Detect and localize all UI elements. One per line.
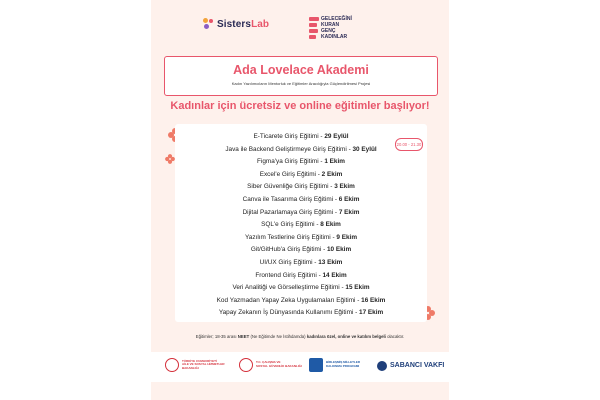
sisterslab-logo: [203, 18, 269, 30]
course-date: 29 Eylül: [324, 133, 349, 140]
course-panel: [175, 124, 427, 322]
course-name: E-Ticarete Giriş Eğitimi: [253, 133, 319, 140]
course-date: 6 Ekim: [338, 195, 360, 203]
time-badge: 20.00 - 21.30: [395, 138, 423, 151]
genc-kadinlar-bars-icon: [309, 17, 319, 39]
genc-kadinlar-logo: [309, 15, 361, 41]
course-date: 17 Ekim: [359, 309, 384, 317]
course-item: Kod Yazmadan Yapay Zeka Uygulamaları Eğitimi - 16 Ekim: [216, 296, 386, 304]
course-item: Excel'e Giriş Eğitimi - 2 Ekim: [259, 170, 343, 178]
course-name: Canva ile Tasarıma Giriş Eğitimi: [242, 195, 334, 203]
sabanci-text: SABANCI VAKFI: [390, 362, 445, 369]
ministry-family-logo: TÜRKİYE CUMHURİYETİ AİLE VE SOSYAL HİZMETLER BAKANLIĞI: [165, 358, 225, 372]
course-name: Veri Analitiği ve Görselleştirme Eğitimi: [232, 284, 340, 292]
course-name: UI/UX Giriş Eğitimi: [259, 258, 313, 266]
gk-line-1: GELECEĞİNİ: [321, 16, 352, 22]
course-name: Git/GitHub'a Giriş Eğitimi: [250, 246, 322, 254]
course-name: Yazılım Testlerine Giriş Eğitimi: [245, 233, 331, 241]
course-item: Figma'ya Giriş Eğitimi - 1 Ekim: [257, 158, 345, 166]
course-date: 3 Ekim: [334, 183, 355, 191]
course-item: Yapay Zekanın İş Dünyasında Kullanımı Eğitimi - 17 Ekim: [218, 309, 384, 317]
course-date: 13 Ekim: [318, 258, 343, 266]
course-list: [175, 133, 427, 322]
sponsor-logos: [151, 352, 449, 382]
undp-emblem-icon: [309, 358, 323, 372]
course-date: 9 Ekim: [336, 233, 357, 241]
course-name: Yapay Zekanın İş Dünyasında Kullanımı Eğitimi: [218, 309, 354, 317]
course-item: Dijital Pazarlamaya Giriş Eğitimi - 7 Ekim: [242, 208, 360, 216]
course-item: Siber Güvenliğe Giriş Eğitimi - 3 Ekim: [247, 183, 355, 191]
course-item: UI/UX Giriş Eğitimi - 13 Ekim: [259, 258, 343, 266]
page-title: Ada Lovelace Akademi: [233, 63, 369, 77]
poster: [151, 0, 449, 400]
course-date: 7 Ekim: [338, 208, 360, 216]
course-date: 10 Ekim: [326, 246, 352, 254]
course-name: Figma'ya Giriş Eğitimi: [257, 158, 319, 166]
course-name: Kod Yazmadan Yapay Zeka Uygulamaları Eğitimi: [216, 296, 356, 304]
course-name: SQL'e Giriş Eğitimi: [261, 221, 315, 229]
brand-name-b: Lab: [251, 18, 270, 30]
course-date: 30 Eylül: [352, 145, 377, 153]
course-date: 14 Ekim: [322, 271, 347, 279]
course-name: Frontend Giriş Eğitimi: [255, 271, 317, 279]
gk-line-3: GENÇ: [321, 28, 336, 34]
course-date: 16 Ekim: [361, 296, 386, 304]
headline: Kadınlar için ücretsiz ve online eğitimler başlıyor!: [170, 100, 430, 112]
course-item: Frontend Giriş Eğitimi - 14 Ekim: [255, 271, 347, 279]
course-item: Git/GitHub'a Giriş Eğitimi - 10 Ekim: [250, 246, 352, 254]
sisterslab-dots-icon: [203, 18, 215, 30]
course-item: Canva ile Tasarıma Giriş Eğitimi - 6 Ekim: [242, 195, 360, 203]
page-subtitle: Kadın Yazılımcıların Mentorluk ve Eğitimler Aracılığıyla Güçlendirilmesi Projesi: [231, 81, 371, 86]
course-name: Siber Güvenliğe Giriş Eğitimi: [247, 183, 329, 191]
sabanci-logo: [377, 361, 444, 371]
undp-logo: BİRLEŞMİŞ MİLLETLER KALKINMA PROGRAMI: [309, 358, 360, 372]
course-date: 15 Ekim: [345, 284, 370, 292]
brand-name-a: Sisters: [217, 18, 252, 30]
ministry-labour-emblem-icon: [239, 358, 253, 372]
course-date: 1 Ekim: [324, 158, 345, 166]
title-card: [164, 56, 438, 96]
course-name: Java ile Backend Geliştirmeye Giriş Eğitimi: [225, 145, 347, 153]
footnote: Eğitimler; 18-35 arası NEET (Ne Eğitimde Ne İstihdamda) kadınlara özel, online ve katılım belgeli olacaktır.: [195, 334, 405, 339]
ministry-labour-logo: T.C. ÇALIŞMA VE SOSYAL GÜVENLİK BAKANLIĞI: [239, 358, 302, 372]
course-item: SQL'e Giriş Eğitimi - 8 Ekim: [261, 221, 341, 229]
course-item: Yazılım Testlerine Giriş Eğitimi - 9 Ekim: [245, 233, 357, 241]
course-name: Excel'e Giriş Eğitimi: [259, 170, 316, 178]
course-date: 2 Ekim: [321, 170, 343, 178]
flower-icon: [165, 154, 175, 164]
course-item: Java ile Backend Geliştirmeye Giriş Eğitimi - 30 Eylül: [225, 145, 377, 153]
sabanci-emblem-icon: [377, 361, 387, 371]
ministry-family-emblem-icon: [165, 358, 179, 372]
gk-line-2: KURAN: [321, 22, 340, 28]
course-item: E-Ticarete Giriş Eğitimi - 29 Eylül: [253, 133, 349, 140]
gk-line-4: KADINLAR: [321, 34, 348, 40]
course-item: Veri Analitiği ve Görselleştirme Eğitimi - 15 Ekim: [232, 284, 370, 292]
course-name: Dijital Pazarlamaya Giriş Eğitimi: [242, 208, 334, 216]
course-date: 8 Ekim: [320, 221, 341, 229]
